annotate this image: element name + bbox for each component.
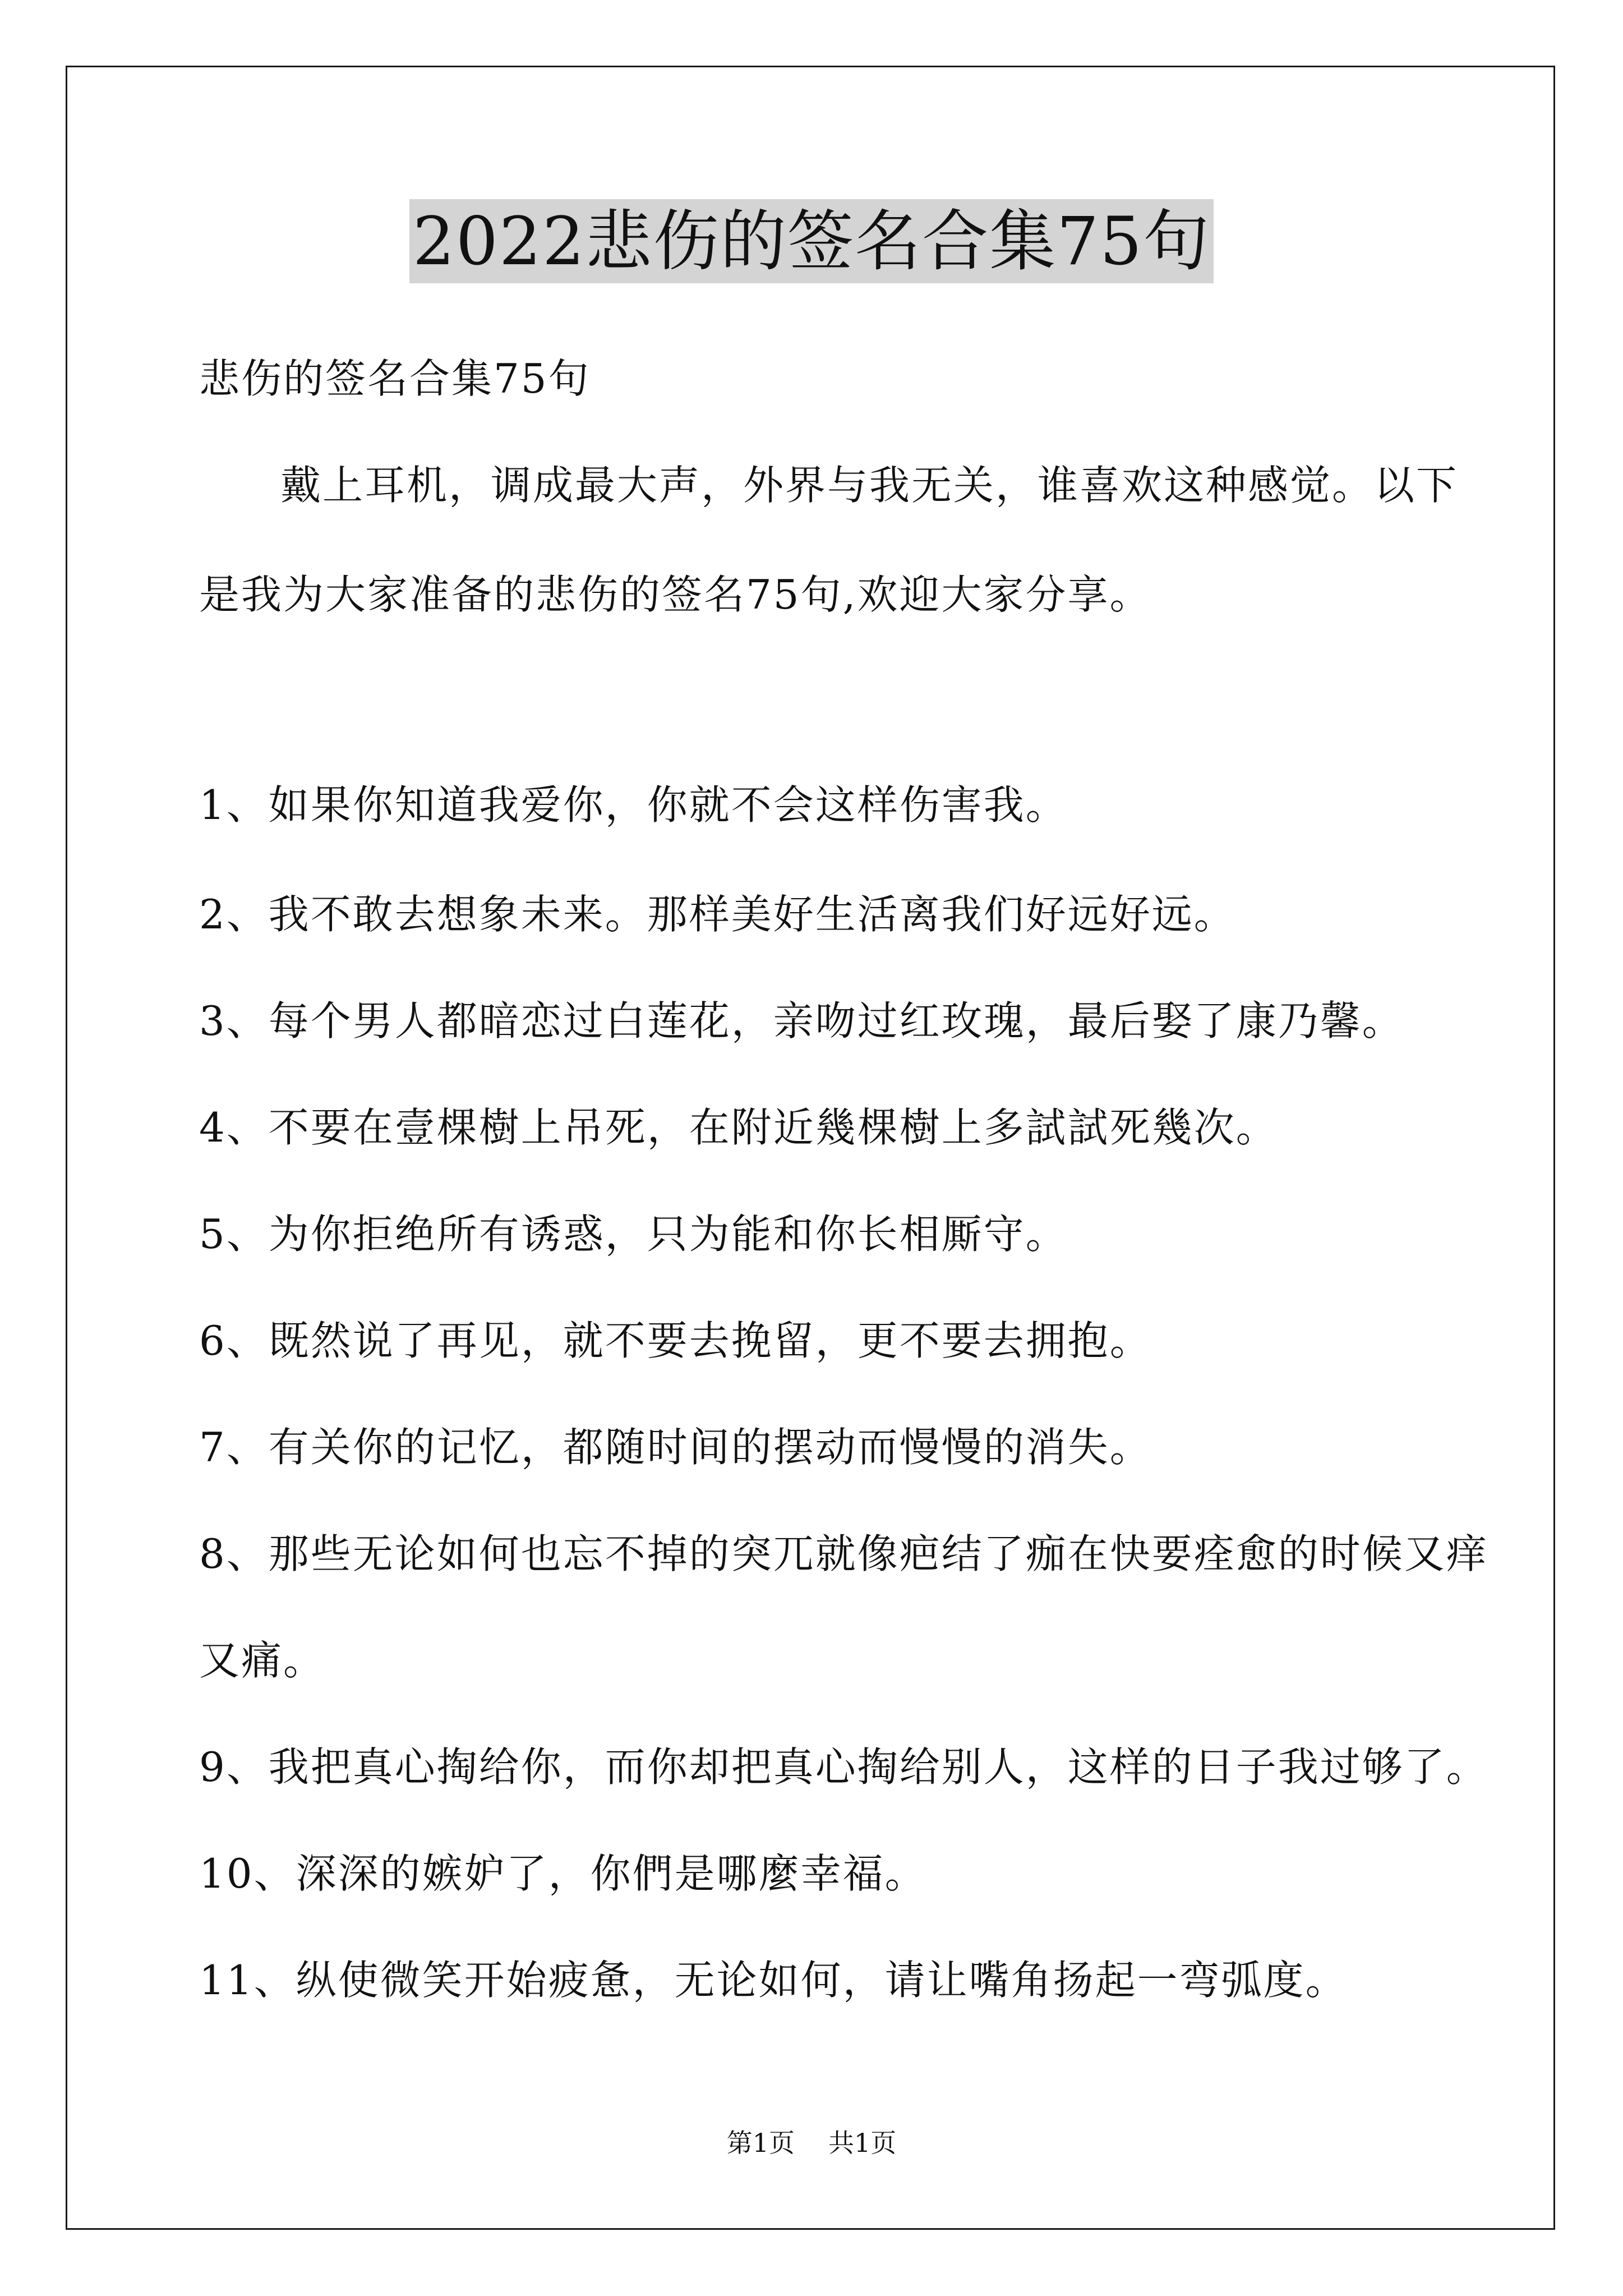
document-title-wrap: [0, 199, 1623, 283]
list-item: 11、纵使微笑开始疲惫，无论如何，请让嘴角扬起一弯弧度。: [199, 1957, 1348, 2004]
page-number: 第1页: [726, 2128, 795, 2158]
list-item-continuation: 又痛。: [199, 1637, 326, 1684]
list-item: 2、我不敢去想象未来。那样美好生活离我们好远好远。: [199, 891, 1236, 938]
list-item: 7、有关你的记忆，都随时间的摆动而慢慢的消失。: [199, 1424, 1152, 1471]
list-item: 3、每个男人都暗恋过白莲花，亲吻过红玫瑰，最后娶了康乃馨。: [199, 997, 1404, 1045]
document-title: 2022悲伤的签名合集75句: [409, 199, 1214, 283]
list-item: 9、我把真心掏给你，而你却把真心掏给别人，这样的日子我过够了。: [199, 1743, 1488, 1791]
document-subtitle: 悲伤的签名合集75句: [199, 355, 591, 402]
intro-line-1: 戴上耳机，调成最大声，外界与我无关，谁喜欢这种感觉。以下: [280, 462, 1459, 509]
list-item: 8、那些无论如何也忘不掉的突兀就像疤结了痂在快要痊愈的时候又痒: [199, 1530, 1488, 1577]
page-footer: [0, 2126, 1623, 2160]
list-item: 10、深深的嫉妒了，你們是哪麼幸福。: [199, 1850, 927, 1897]
list-item: 4、不要在壹棵樹上吊死，在附近幾棵樹上多試試死幾次。: [199, 1104, 1278, 1151]
list-item: 1、如果你知道我爱你，你就不会这样伤害我。: [199, 781, 1068, 829]
intro-line-2: 是我为大家准备的悲伤的签名75句,欢迎大家分享。: [199, 571, 1152, 618]
list-item: 6、既然说了再见，就不要去挽留，更不要去拥抱。: [199, 1317, 1152, 1364]
page-total: 共1页: [828, 2128, 897, 2158]
list-item: 5、为你拒绝所有诱惑，只为能和你长相厮守。: [199, 1211, 1068, 1258]
